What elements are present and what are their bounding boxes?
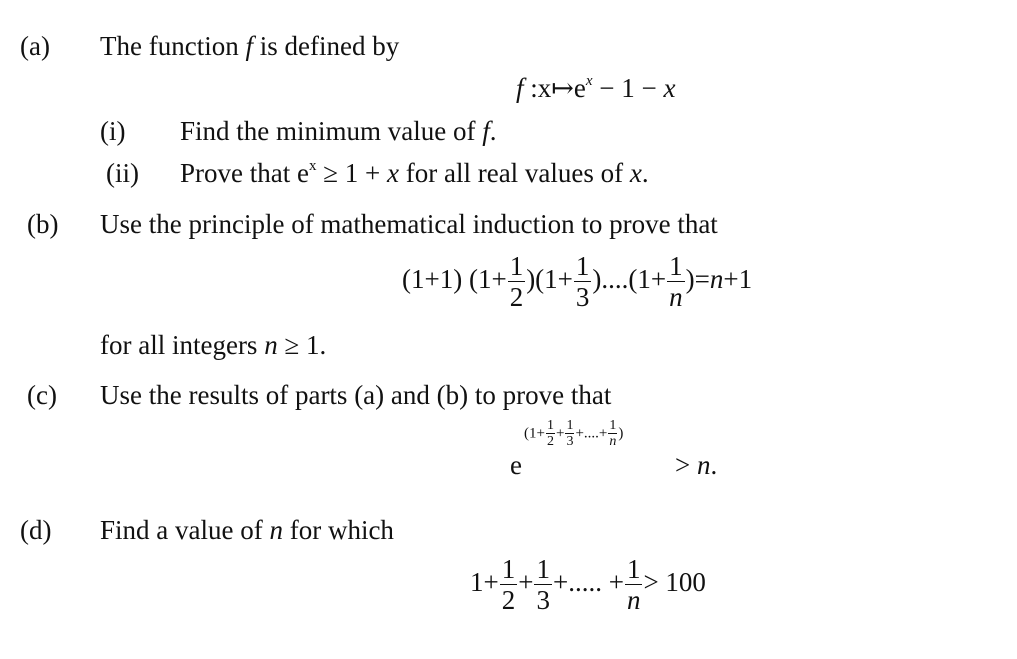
def-x: x (663, 73, 676, 103)
c-frac-1 (546, 418, 555, 450)
c-rel-dot: . (710, 450, 718, 480)
d-eq-dots: +..... + (552, 567, 624, 598)
part-a-i-text-main: Find the minimum value of (180, 116, 483, 146)
d-frac-3-den: n (626, 585, 641, 616)
part-d-label: (d) (20, 515, 52, 545)
part-a-ii-text (180, 160, 649, 187)
part-a-intro-text-1: The function (100, 31, 246, 61)
c-rel-1: > (675, 450, 697, 480)
part-a-ii-label: (ii) (106, 158, 139, 188)
c-frac-3-den: n (609, 434, 617, 450)
b-frac-1-num: 1 (509, 251, 524, 281)
c-frac-1-num: 1 (546, 418, 554, 433)
b-eq-end-2: +1 (723, 264, 753, 295)
b-footer-1: for all integers (100, 330, 265, 360)
d-intro-2: for which (282, 515, 394, 545)
b-eq-end-1: )= (685, 264, 710, 295)
d-frac-3 (625, 555, 643, 615)
d-frac-1-num: 1 (501, 554, 516, 584)
c-frac-3-num: 1 (609, 418, 617, 433)
part-a-intro (100, 33, 399, 60)
b-frac-3 (667, 252, 685, 312)
b-frac-1 (508, 252, 526, 312)
part-b-equation (402, 252, 752, 312)
b-footer-n: n (264, 330, 278, 360)
part-a-label: (a) (20, 31, 50, 61)
c-frac-2 (565, 418, 574, 450)
d-frac-2 (534, 555, 552, 615)
c-frac-1-den: 2 (546, 434, 554, 450)
d-frac-2-den: 3 (536, 585, 550, 616)
b-eq-start: (1+1) (1+ (402, 264, 507, 295)
part-a-definition (516, 75, 676, 102)
part-a-intro-f: f (245, 31, 253, 61)
c-relation (675, 452, 717, 479)
part-a-intro-text-2: is defined by (252, 31, 400, 61)
d-frac-2-num: 1 (536, 554, 550, 584)
ii-x: x (387, 158, 399, 188)
b-eq-mid2: )....(1+ (592, 264, 667, 295)
d-eq-end: > 100 (643, 567, 706, 598)
b-frac-1-den: 2 (509, 282, 524, 313)
def-exp: x (585, 73, 593, 89)
part-a-i-label: (i) (100, 116, 126, 146)
part-b-intro: Use the principle of mathematical induction to prove that (100, 209, 718, 239)
d-frac-3-num: 1 (626, 554, 641, 584)
d-eq-plus: + (518, 567, 534, 598)
part-c-intro: Use the results of parts (a) and (b) to prove that (100, 380, 612, 410)
c-exponent (524, 418, 623, 450)
ii-dot: . (641, 158, 649, 188)
d-intro-n: n (269, 515, 283, 545)
def-mid: :x↦e (523, 73, 586, 103)
d-eq-start: 1+ (470, 567, 499, 598)
ii-x2: x (629, 158, 642, 188)
b-eq-mid1: )(1+ (526, 264, 573, 295)
c-exp-dots: +....+ (575, 425, 608, 442)
part-b-label: (b) (27, 209, 59, 239)
ii-text-3: for all real values of (399, 158, 630, 188)
d-intro-1: Find a value of (100, 515, 270, 545)
b-footer-2: ≥ 1. (277, 330, 327, 360)
c-rel-n: n (696, 450, 711, 480)
c-base: e (510, 450, 522, 480)
part-a-i-dot: . (489, 116, 497, 146)
d-frac-1-den: 2 (501, 585, 516, 616)
b-frac-2-den: 3 (575, 282, 590, 313)
ii-exp: x (308, 158, 317, 174)
b-frac-3-num: 1 (669, 251, 683, 281)
c-frac-2-den: 3 (566, 434, 574, 450)
c-exp-close: ) (618, 425, 624, 442)
b-frac-2 (574, 252, 592, 312)
ii-text-2: ≥ 1 + (316, 158, 388, 188)
c-frac-2-num: 1 (566, 418, 574, 433)
part-b-footer (100, 332, 326, 359)
b-frac-2-num: 1 (575, 251, 590, 281)
b-frac-3-den: n (669, 282, 683, 313)
def-f: f (516, 73, 524, 103)
part-a-i-text (180, 118, 497, 145)
part-d-intro (100, 517, 394, 544)
b-eq-n: n (709, 264, 724, 295)
part-d-inequality (470, 555, 706, 615)
c-exp-plus: + (555, 425, 565, 442)
c-exp-open: (1+ (524, 425, 545, 442)
ii-text-1: Prove that e (180, 158, 309, 188)
def-tail: − 1 − (592, 73, 664, 103)
c-frac-3 (608, 418, 617, 450)
part-c-label: (c) (27, 380, 57, 410)
part-a-i-f: f (482, 116, 490, 146)
d-frac-1 (500, 555, 518, 615)
